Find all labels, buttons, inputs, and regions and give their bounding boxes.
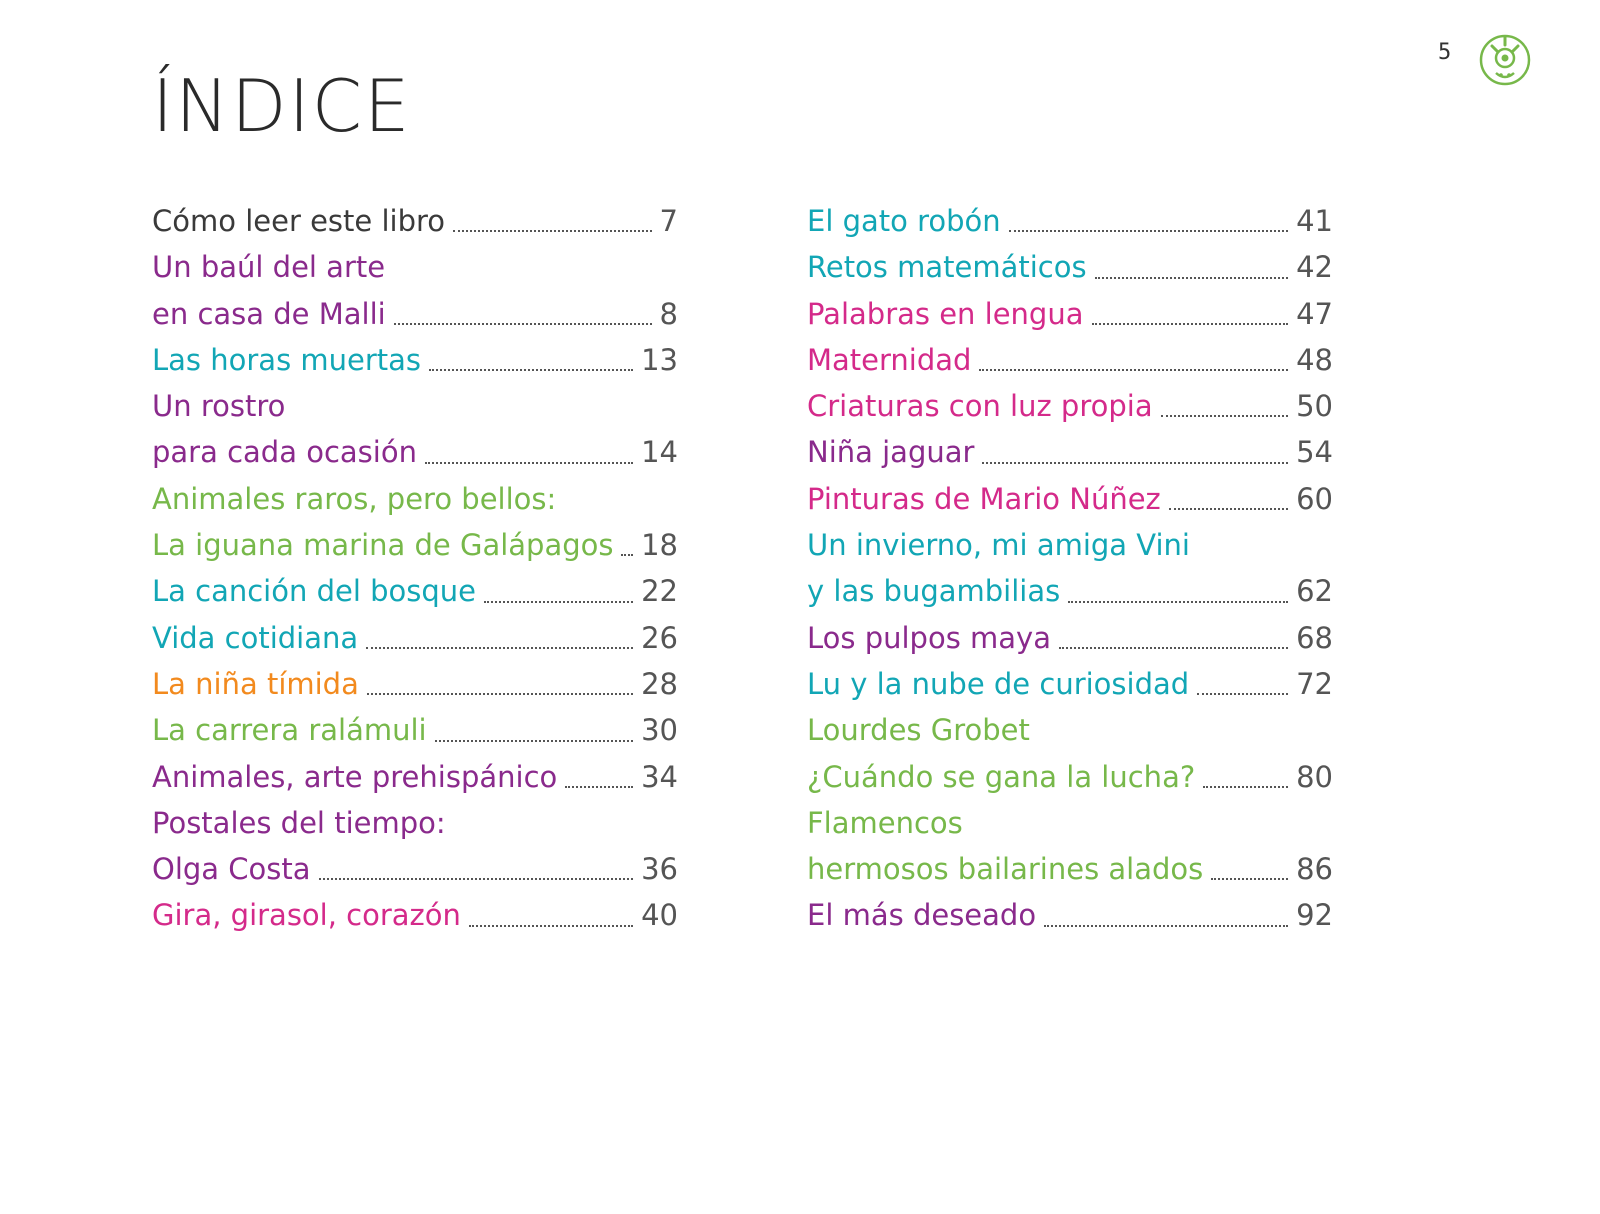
toc-entry-page: 47 [1296, 296, 1333, 331]
toc-right-column [807, 198, 1333, 939]
toc-entry[interactable] [807, 707, 1333, 753]
toc-entry-title: Lu y la nube de curiosidad [807, 666, 1190, 701]
toc-dot-leader [453, 230, 652, 232]
toc-entry-title: Vida cotidiana [152, 620, 359, 655]
toc-dot-leader [394, 323, 652, 325]
toc-entry[interactable] [152, 754, 678, 800]
toc-entry[interactable] [807, 476, 1333, 522]
toc-entry-page: 42 [1296, 250, 1333, 285]
toc-entry[interactable] [152, 800, 678, 846]
toc-entry-title: Los pulpos maya [807, 620, 1051, 655]
toc-entry[interactable] [152, 244, 678, 290]
toc-entry-page: 14 [641, 435, 678, 470]
toc-entry-page: 68 [1296, 620, 1333, 655]
toc-entry[interactable] [807, 568, 1333, 614]
toc-entry[interactable] [807, 429, 1333, 475]
toc-entry-title: Un baúl del arte [152, 250, 386, 285]
toc-entry-page: 34 [641, 759, 678, 794]
toc-entry-title: El gato robón [807, 204, 1001, 238]
toc-dot-leader [621, 554, 633, 556]
toc-entry-title: Olga Costa [152, 852, 311, 887]
toc-entry-page: 30 [641, 713, 678, 748]
toc-dot-leader [469, 925, 633, 927]
toc-entry-page: 41 [1296, 204, 1333, 238]
toc-entry-title: Maternidad [807, 342, 972, 377]
toc-entry-title: para cada ocasión [152, 435, 417, 470]
toc-entry-page: 86 [1296, 852, 1333, 887]
toc-entry-title: Palabras en lengua [807, 296, 1084, 331]
toc-dot-leader [367, 693, 633, 695]
toc-entry-page: 50 [1296, 389, 1333, 424]
toc-dot-leader [979, 369, 1288, 371]
toc-entry[interactable] [807, 800, 1333, 846]
toc-entry-title: Criaturas con luz propia [807, 389, 1153, 424]
toc-entry[interactable] [152, 615, 678, 661]
toc-entry[interactable] [807, 383, 1333, 429]
toc-entry-title: Pinturas de Mario Núñez [807, 481, 1161, 516]
toc-dot-leader [1092, 323, 1289, 325]
toc-entry[interactable] [807, 244, 1333, 290]
toc-entry-title: La niña tímida [152, 666, 359, 701]
toc-entry[interactable] [152, 198, 678, 244]
toc-entry-page: 28 [641, 666, 678, 701]
toc-entry-title: Animales raros, pero bellos: [152, 481, 557, 516]
toc-entry-title: Niña jaguar [807, 435, 975, 470]
toc-entry[interactable] [807, 291, 1333, 337]
toc-entry-title: Gira, girasol, corazón [152, 898, 461, 933]
toc-entry-page: 60 [1296, 481, 1333, 516]
toc-entry-page: 18 [641, 528, 678, 563]
toc-entry-title: y las bugambilias [807, 574, 1061, 609]
toc-dot-leader [1095, 277, 1288, 279]
toc-dot-leader [1203, 786, 1288, 788]
toc-entry[interactable] [807, 661, 1333, 707]
toc-entry-page: 92 [1296, 898, 1333, 933]
toc-entry-page: 8 [659, 296, 678, 331]
toc-dot-leader [1197, 693, 1288, 695]
toc-entry-title: Flamencos [807, 805, 963, 840]
toc-dot-leader [484, 601, 633, 603]
toc-entry[interactable] [152, 568, 678, 614]
toc-entry[interactable] [807, 337, 1333, 383]
toc-dot-leader [366, 647, 633, 649]
toc-entry-page: 54 [1296, 435, 1333, 470]
toc-entry[interactable] [152, 383, 678, 429]
toc-entry-page: 48 [1296, 342, 1333, 377]
toc-dot-leader [1211, 878, 1288, 880]
toc-entry[interactable] [807, 754, 1333, 800]
toc-entry-title: La canción del bosque [152, 574, 476, 609]
toc-entry[interactable] [152, 476, 678, 522]
toc-entry-page: 36 [641, 852, 678, 887]
toc-entry-page: 7 [659, 204, 678, 238]
toc-dot-leader [1068, 601, 1288, 603]
toc-entry-title: ¿Cuándo se gana la lucha? [807, 759, 1196, 794]
toc-entry[interactable] [152, 429, 678, 475]
toc-dot-leader [1161, 415, 1288, 417]
toc-entry-title: El más deseado [807, 898, 1037, 933]
toc-entry[interactable] [152, 846, 678, 892]
toc-dot-leader [425, 462, 633, 464]
toc-dot-leader [429, 369, 633, 371]
toc-entry-page: 62 [1296, 574, 1333, 609]
toc-entry-title: Lourdes Grobet [807, 713, 1030, 748]
page-title: ÍNDICE [152, 64, 412, 148]
toc-dot-leader [982, 462, 1288, 464]
toc-entry-title: Un invierno, mi amiga Vini [807, 528, 1190, 563]
toc-entry-title: Retos matemáticos [807, 250, 1087, 285]
toc-entry-title: hermosos bailarines alados [807, 852, 1204, 887]
toc-left-column [152, 198, 678, 939]
toc-entry-title: Postales del tiempo: [152, 805, 446, 840]
toc-dot-leader [1044, 925, 1288, 927]
toc-dot-leader [319, 878, 634, 880]
toc-dot-leader [435, 740, 634, 742]
toc-entry-page: 40 [641, 898, 678, 933]
toc-entry-page: 80 [1296, 759, 1333, 794]
toc-entry[interactable] [152, 707, 678, 753]
toc-entry[interactable] [152, 892, 678, 938]
toc-dot-leader [1169, 508, 1288, 510]
toc-entry[interactable] [152, 522, 678, 568]
toc-entry-title: Un rostro [152, 389, 286, 424]
toc-entry[interactable] [807, 198, 1333, 244]
page-number: 5 [1438, 40, 1452, 65]
toc-entry[interactable] [152, 337, 678, 383]
toc-entry[interactable] [152, 291, 678, 337]
toc-dot-leader [1009, 230, 1288, 232]
toc-entry-title: Animales, arte prehispánico [152, 759, 558, 794]
toc-entry-title: La iguana marina de Galápagos [152, 528, 614, 563]
toc-entry-page: 22 [641, 574, 678, 609]
toc-entry-page: 26 [641, 620, 678, 655]
series-logo-icon [1478, 33, 1532, 87]
toc-entry-page: 13 [641, 342, 678, 377]
toc-entry-title: Las horas muertas [152, 342, 422, 377]
toc-entry[interactable] [807, 522, 1333, 568]
toc-entry[interactable] [807, 846, 1333, 892]
toc-entry-title: Cómo leer este libro [152, 204, 446, 238]
toc-entry-page: 72 [1296, 666, 1333, 701]
toc-dot-leader [1059, 647, 1288, 649]
toc-dot-leader [565, 786, 633, 788]
toc-entry[interactable] [807, 615, 1333, 661]
toc-entry-title: La carrera ralámuli [152, 713, 427, 748]
toc-entry[interactable] [807, 892, 1333, 938]
toc-entry-title: en casa de Malli [152, 296, 386, 331]
toc-entry[interactable] [152, 661, 678, 707]
